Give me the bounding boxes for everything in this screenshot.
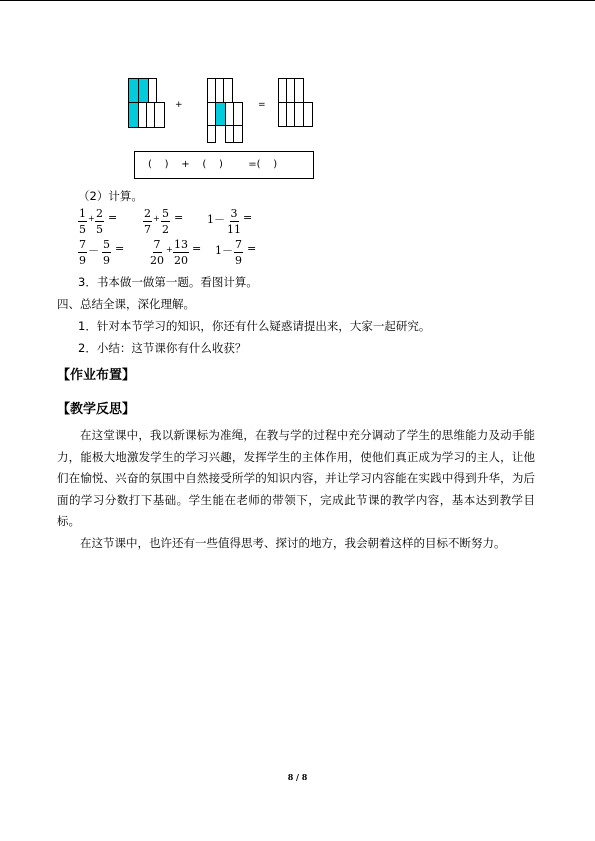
empty-cell	[149, 79, 157, 103]
shaded-cell	[129, 103, 139, 128]
empty-cell	[226, 126, 234, 143]
equals-sign: =	[174, 211, 184, 224]
fraction: $\frac{2}{7}$	[144, 207, 151, 236]
operator: －	[88, 244, 99, 257]
shaded-cell	[129, 79, 139, 103]
empty-cell	[226, 103, 234, 126]
empty-cell	[139, 103, 147, 128]
fraction: $\frac{7}{20}$	[150, 238, 164, 267]
calc-heading: （2）计算。	[78, 189, 143, 203]
fraction: $\frac{1}{5}$	[79, 207, 86, 236]
fraction: $\frac{3}{11}$	[227, 207, 241, 236]
fraction: $\frac{2}{5}$	[96, 207, 103, 236]
equals-sign: =	[192, 242, 202, 255]
fraction: $\frac{7}{9}$	[79, 238, 86, 267]
reflection-paragraph-1: 在这堂课中，我以新课标为准绳，在教与学的过程中充分调动了学生的思维能力及动手能力，能极大地激发学生的学习兴趣，发挥学生的主体作用，使他们真正成为学习的主人，让他们在愉悦、兴奋的氛围中自然接受所学的知识内容，并让学习内容能在实践中得到升华，为后面的学习分数打下基础。学生能在老师的带领下，完成此节课的教学内容，基本达到教学目标。	[57, 428, 535, 528]
equals-sign: =	[258, 100, 266, 110]
empty-cell	[155, 103, 165, 128]
left-fraction-figure	[129, 79, 165, 128]
empty-cell	[234, 126, 243, 143]
equals-sign: =	[115, 242, 125, 255]
equals-sign: =	[247, 242, 257, 255]
operator: +	[166, 245, 173, 254]
empty-cell	[147, 103, 155, 128]
answer-template: ( ) + ( ) =( )	[148, 159, 278, 170]
shaded-cell	[139, 79, 149, 103]
equals-sign: =	[108, 211, 118, 224]
fraction: $\frac{5}{9}$	[103, 238, 110, 267]
reflection-heading: 【教学反思】	[57, 402, 136, 417]
empty-cell	[224, 79, 233, 103]
operator: +	[88, 214, 95, 223]
fraction: $\frac{5}{2}$	[162, 207, 169, 236]
minuend: 1－	[207, 213, 225, 226]
empty-cell	[234, 103, 243, 126]
page-number: 8 / 8	[287, 772, 308, 782]
operator: +	[153, 214, 160, 223]
equals-sign: =	[243, 211, 253, 224]
empty-cell	[208, 79, 216, 103]
empty-cell	[216, 79, 224, 103]
shaded-cell	[216, 103, 226, 126]
empty-cell	[208, 103, 216, 126]
homework-heading: 【作业布置】	[57, 368, 136, 383]
right-fraction-figure	[279, 79, 313, 127]
empty-cell	[208, 126, 216, 143]
fraction: $\frac{13}{20}$	[174, 238, 188, 267]
item-3: 3．书本做一做第一题。看图计算。	[78, 275, 258, 289]
fraction-bar-diagram	[0, 0, 595, 150]
section-4-item-1: 1．针对本节学习的知识，你还有什么疑惑请提出来，大家一起研究。	[78, 319, 431, 333]
section-4-title: 四、总结全课，深化理解。	[57, 297, 195, 311]
plus-sign: +	[175, 100, 183, 110]
section-4-item-2: 2．小结：这节课你有什么收获？	[78, 341, 247, 355]
fraction: $\frac{7}{9}$	[235, 238, 242, 267]
minuend: 1－	[215, 244, 233, 257]
middle-fraction-figure	[208, 79, 243, 143]
reflection-paragraph-2: 在这节课中，也许还有一些值得思考、探讨的地方，我会朝着这样的目标不断努力。	[80, 536, 506, 550]
